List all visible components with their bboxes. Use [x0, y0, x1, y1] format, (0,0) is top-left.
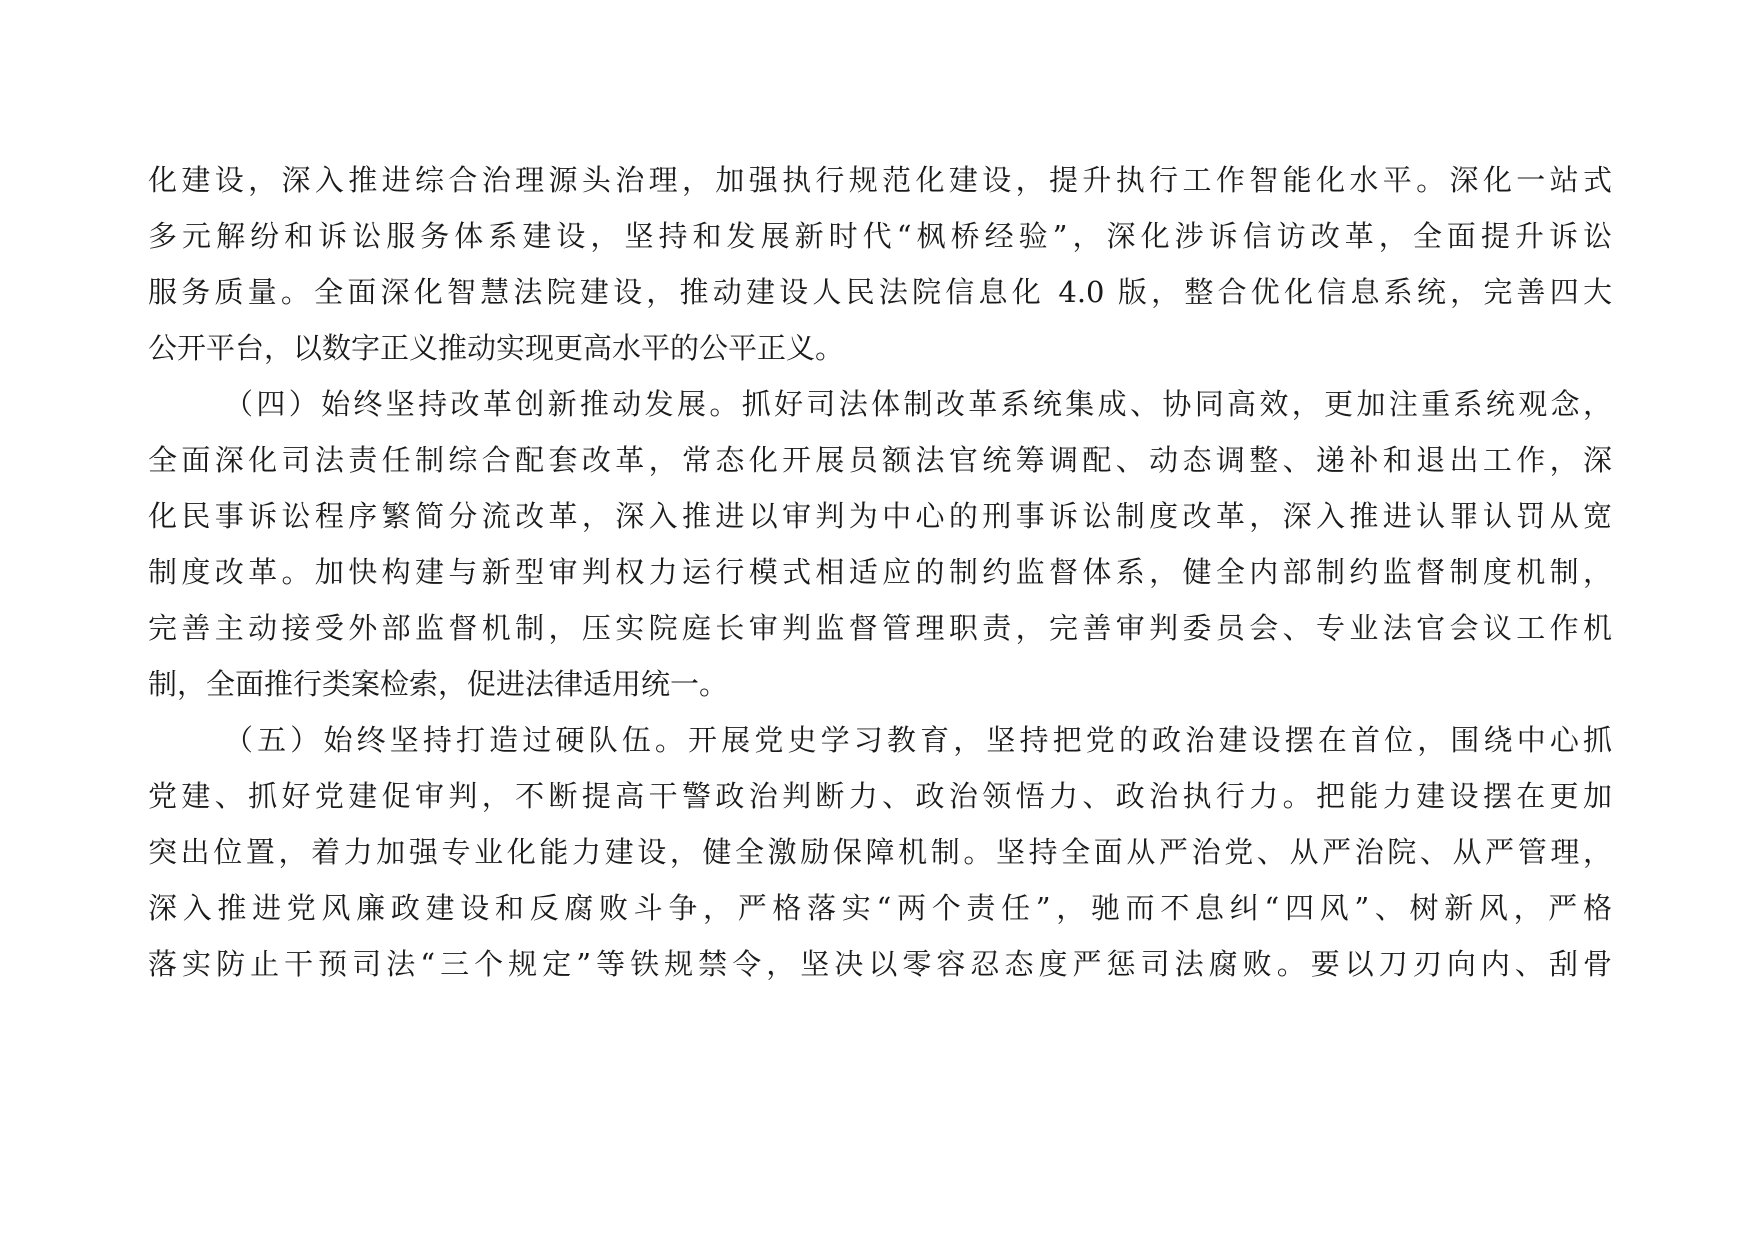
paragraph-heading-5: （五）始终坚持打造过硬队伍。开展党史学习教育，坚持把党的政治建设摆在首位，围绕中心抓 — [224, 723, 1612, 757]
text-line: 深入推进党风廉政建设和反腐败斗争，严格落实“两个责任”，驰而不息纠“四风”、树新风，严格 — [148, 891, 1612, 925]
text-line: 服务质量。全面深化智慧法院建设，推动建设人民法院信息化 4.0 版，整合优化信息系统，完善四大 — [148, 275, 1612, 309]
text-line: 党建、抓好党建促审判，不断提高干警政治判断力、政治领悟力、政治执行力。把能力建设摆在更加 — [148, 779, 1612, 813]
text-line: 完善主动接受外部监督机制，压实院庭长审判监督管理职责，完善审判委员会、专业法官会议工作机 — [148, 611, 1612, 645]
text-line: 化建设，深入推进综合治理源头治理，加强执行规范化建设，提升执行工作智能化水平。深化一站式 — [148, 163, 1612, 197]
text-line: 多元解纷和诉讼服务体系建设，坚持和发展新时代“枫桥经验”，深化涉诉信访改革，全面提升诉讼 — [148, 219, 1612, 253]
text-line: 全面深化司法责任制综合配套改革，常态化开展员额法官统筹调配、动态调整、递补和退出工作，深 — [148, 443, 1612, 477]
text-line: 制，全面推行类案检索，促进法律适用统一。 — [148, 667, 729, 701]
text-line: 公开平台，以数字正义推动实现更高水平的公平正义。 — [148, 331, 845, 365]
text-line: 落实防止干预司法“三个规定”等铁规禁令，坚决以零容忍态度严惩司法腐败。要以刀刃向内、刮骨 — [148, 947, 1612, 981]
text-line: 制度改革。加快构建与新型审判权力运行模式相适应的制约监督体系，健全内部制约监督制度机制， — [148, 555, 1612, 589]
paragraph-heading-4: （四）始终坚持改革创新推动发展。抓好司法体制改革系统集成、协同高效，更加注重系统观念， — [224, 387, 1612, 421]
text-line: 突出位置，着力加强专业化能力建设，健全激励保障机制。坚持全面从严治党、从严治院、从严管理， — [148, 835, 1612, 869]
text-line: 化民事诉讼程序繁简分流改革，深入推进以审判为中心的刑事诉讼制度改革，深入推进认罪认罚从宽 — [148, 499, 1612, 533]
